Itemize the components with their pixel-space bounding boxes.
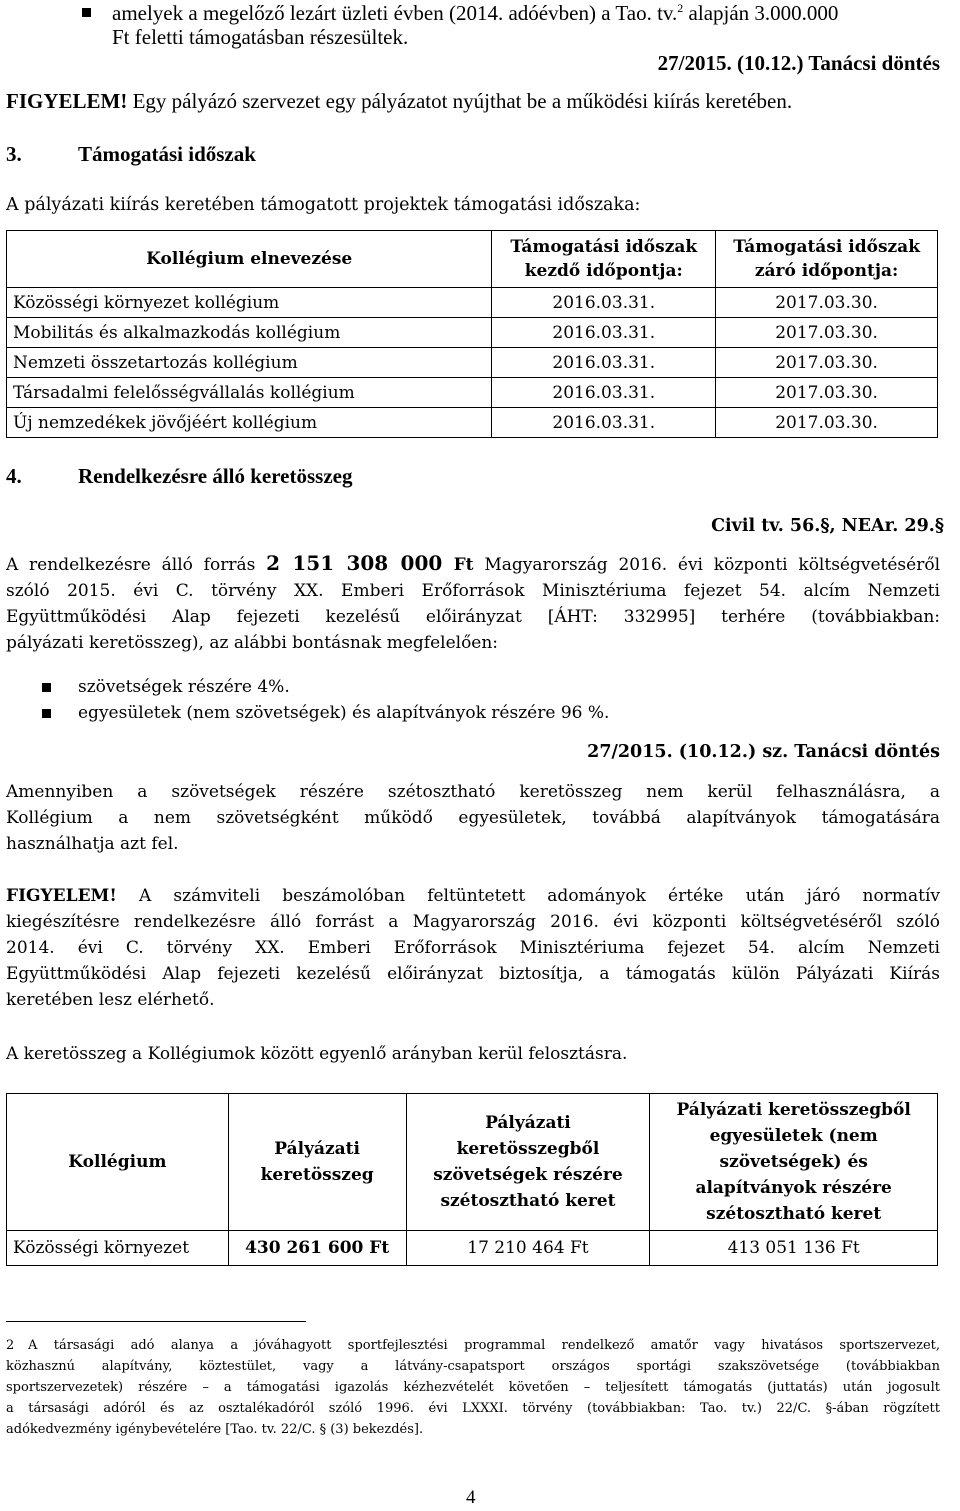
warning-label-2: FIGYELEM! xyxy=(6,886,117,906)
budget-college-cell: Közösségi környezet xyxy=(7,1231,229,1266)
footnote-ref[interactable]: 2 xyxy=(677,1,684,15)
federation-line1: Amennyiben a szövetségek részére szétosztható keretösszeg nem kerül felhasználásra, a xyxy=(6,782,940,802)
page-number: 4 xyxy=(466,1487,476,1508)
bullet-text-line1 xyxy=(112,0,838,26)
bullet-text-b: alapján 3.000.000 xyxy=(683,1,839,25)
bullet-federations: szövetségek részére 4%. xyxy=(78,677,290,697)
start-date-cell: 2016.03.31. xyxy=(492,378,716,408)
decision-reference: 27/2015. (10.12.) Tanácsi döntés xyxy=(657,51,940,75)
header-associations-share: Pályázati keretösszegből egyesületek (nem szövetségek) és alapítványok részére szétosztható keret xyxy=(650,1094,938,1231)
funding-line3: Együttműködési Alap fejezeti kezelésű előirányzat [ÁHT: 332995] terhére (továbbiakban: xyxy=(6,607,940,627)
warning-para-line3: 2014. évi C. törvény XX. Emberi Erőforrások Minisztériuma fejezet 54. alcím Nemzeti xyxy=(6,938,940,958)
header-start-date: Támogatási időszak kezdő időpontja: xyxy=(492,231,716,288)
bullet-associations: egyesületek (nem szövetségek) és alapítványok részére 96 %. xyxy=(78,703,610,723)
warning-text: Egy pályázó szervezet egy pályázatot nyújthat be a működési kiírás keretében. xyxy=(127,89,793,113)
table-row xyxy=(7,1231,938,1266)
section-3-intro: A pályázati kiírás keretében támogatott projektek támogatási időszaka: xyxy=(6,195,641,215)
bullet-square-icon xyxy=(42,683,51,692)
budget-header-row xyxy=(7,1094,938,1231)
footnote-mark: 2 xyxy=(6,1338,15,1353)
funding-amount: 2 151 308 000 xyxy=(266,551,443,575)
funding-paragraph xyxy=(6,550,940,656)
footnote-text-1: A társasági adó alanya a jóváhagyott sportfejlesztési programmal rendelkező amatőr vagy hivatásos sportszervezet, xyxy=(28,1338,940,1353)
footnote-line1 xyxy=(6,1335,940,1356)
warning-paragraph xyxy=(6,883,940,1013)
start-date-cell: 2016.03.31. xyxy=(492,348,716,378)
college-name-cell: Nemzeti összetartozás kollégium xyxy=(7,348,492,378)
college-name-cell: Mobilitás és alkalmazkodás kollégium xyxy=(7,318,492,348)
funding-currency: Ft xyxy=(442,555,474,575)
end-date-cell: 2017.03.30. xyxy=(716,318,938,348)
section-3-title: Támogatási időszak xyxy=(78,142,256,166)
warning-para-line1 xyxy=(6,883,940,909)
section-3-number: 3. xyxy=(6,142,22,166)
warning-para-text: A számviteli beszámolóban feltüntetett adományok értéke után járó normatív xyxy=(116,886,940,906)
budget-federation-cell: 17 210 464 Ft xyxy=(406,1231,650,1266)
funding-line4: pályázati keretösszeg), az alábbi bontásnak megfelelően: xyxy=(6,633,499,653)
distribution-sentence: A keretösszeg a Kollégiumok között egyenlő arányban kerül felosztásra. xyxy=(6,1044,628,1064)
warning-para-line2: kiegészítésre rendelkezésre álló forrást a Magyarország 2016. évi központi költségvetéséről szóló xyxy=(6,912,940,932)
federation-paragraph xyxy=(6,779,940,857)
end-date-cell: 2017.03.30. xyxy=(716,378,938,408)
start-date-cell: 2016.03.31. xyxy=(492,408,716,438)
footnote-line3: sportszervezetek) részére – a támogatási igazolás kézhezvételét követően – teljesített támogatás (juttatás) után jogosult xyxy=(6,1380,940,1395)
federation-line3: használhatja azt fel. xyxy=(6,834,179,854)
budget-association-cell: 413 051 136 Ft xyxy=(650,1231,938,1266)
header-budget: Pályázati keretösszeg xyxy=(228,1094,406,1231)
college-name-cell: Új nemzedékek jövőjéért kollégium xyxy=(7,408,492,438)
bullet-square-icon xyxy=(82,8,91,17)
table-row xyxy=(7,288,938,318)
end-date-cell: 2017.03.30. xyxy=(716,348,938,378)
footnote-line2: közhasznú alapítvány, köztestület, vagy a látvány-csapatsport országos sportági szakszövetsége (továbbiakban xyxy=(6,1359,940,1374)
budget-total-cell: 430 261 600 Ft xyxy=(228,1231,406,1266)
warning-line xyxy=(6,88,792,114)
support-period-table xyxy=(6,230,938,438)
footnote-separator xyxy=(6,1321,306,1322)
header-end-date: Támogatási időszak záró időpontja: xyxy=(716,231,938,288)
start-date-cell: 2016.03.31. xyxy=(492,288,716,318)
funding-line2: szóló 2015. évi C. törvény XX. Emberi Erőforrások Minisztériuma fejezet 54. alcím Nemzeti xyxy=(6,581,940,601)
section-4-number: 4. xyxy=(6,464,22,488)
bullet-text-a: amelyek a megelőző lezárt üzleti évben (2014. adóévben) a Tao. tv. xyxy=(112,1,678,25)
table-header-row xyxy=(7,231,938,288)
footnote xyxy=(6,1335,940,1440)
bullet-square-icon xyxy=(42,709,51,718)
header-college: Kollégium xyxy=(7,1094,229,1231)
funding-text-b: Magyarország 2016. évi központi költségvetéséről xyxy=(473,555,941,575)
college-name-cell: Társadalmi felelősségvállalás kollégium xyxy=(7,378,492,408)
section-4-title: Rendelkezésre álló keretösszeg xyxy=(78,464,353,488)
federation-line2: Kollégium a nem szövetségként működő egyesületek, továbbá alapítványok támogatására xyxy=(6,808,940,828)
funding-text-a: A rendelkezésre álló forrás xyxy=(6,555,267,575)
warning-para-line5: keretében lesz elérhető. xyxy=(6,990,215,1010)
start-date-cell: 2016.03.31. xyxy=(492,318,716,348)
table-row xyxy=(7,318,938,348)
header-college-name: Kollégium elnevezése xyxy=(7,231,492,288)
end-date-cell: 2017.03.30. xyxy=(716,408,938,438)
table-row xyxy=(7,378,938,408)
footnote-line5: adókedvezmény igénybevételére [Tao. tv. 22/C. § (3) bekezdés]. xyxy=(6,1422,424,1437)
college-name-cell: Közösségi környezet kollégium xyxy=(7,288,492,318)
decision-reference-2: 27/2015. (10.12.) sz. Tanácsi döntés xyxy=(587,742,940,762)
header-federations-share: Pályázati keretösszegből szövetségek részére szétosztható keret xyxy=(406,1094,650,1231)
budget-table xyxy=(6,1093,938,1266)
bullet-text-line2: Ft feletti támogatásban részesültek. xyxy=(112,25,409,49)
warning-label: FIGYELEM! xyxy=(6,89,128,113)
footnote-line4: a társasági adóról és az osztalékadóról szóló 1996. évi LXXXI. törvény (továbbiakban: Tao. tv.) 22/C. §-ában rögzített xyxy=(6,1401,940,1416)
funding-line1 xyxy=(6,550,940,578)
table-row xyxy=(7,408,938,438)
civil-law-reference: Civil tv. 56.§, NEAr. 29.§ xyxy=(711,516,944,536)
table-row xyxy=(7,348,938,378)
end-date-cell: 2017.03.30. xyxy=(716,288,938,318)
warning-para-line4: Együttműködési Alap fejezeti kezelésű előirányzat biztosítja, a támogatás külön Pályázati Kiírás xyxy=(6,964,940,984)
